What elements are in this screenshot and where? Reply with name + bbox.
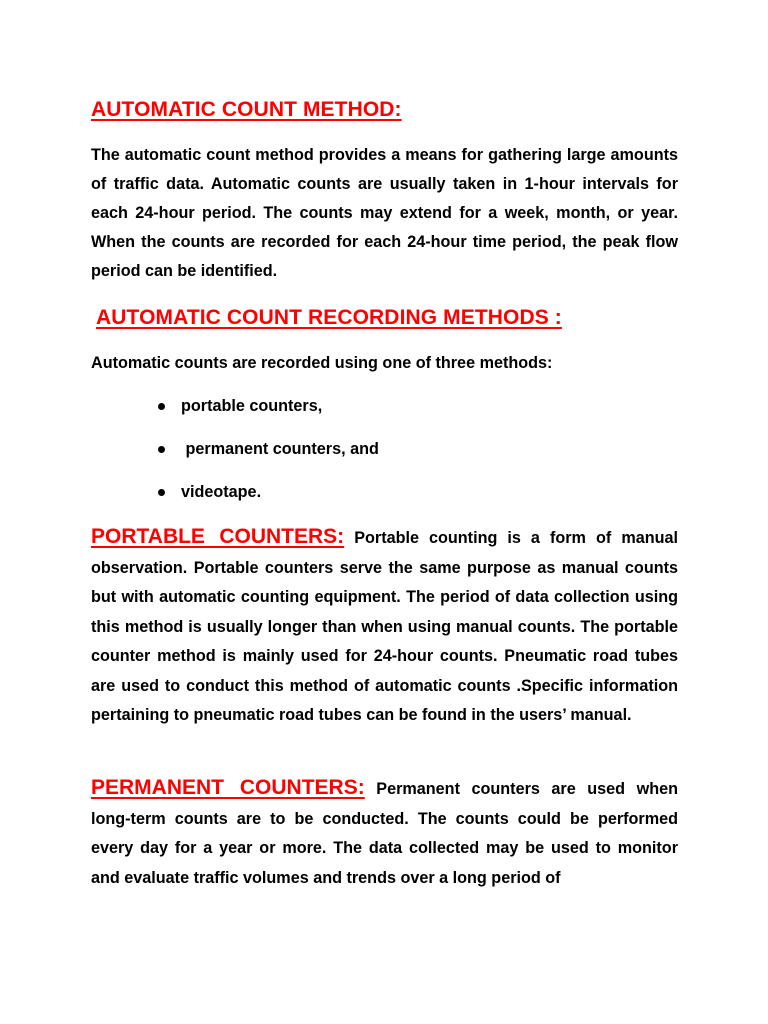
heading-permanent-counters: PERMANENT COUNTERS: <box>91 776 365 799</box>
portable-counters-text: Portable counting is a form of manual observation. Portable counters serve the same purpose as manual counts but with automatic counting equipment. The period of data collection using this method is usually longer than when using manual counts. The portable counter method is mainly used for 24-hour counts. Pneumatic road tubes are used to conduct this method of automatic counts .Specific information pertaining to pneumatic road tubes can be found in the users’ manual. <box>91 529 678 724</box>
list-item-text: portable counters, <box>181 397 323 415</box>
bullet-icon <box>158 446 165 453</box>
paragraph-recording-methods-intro: Automatic counts are recorded using one of three methods: <box>91 354 553 372</box>
bullet-icon <box>158 403 165 410</box>
bullet-icon <box>158 489 165 496</box>
heading-portable-counters: PORTABLE COUNTERS: <box>91 525 345 548</box>
list-item <box>91 478 379 521</box>
methods-list <box>91 392 379 521</box>
section-portable-counters <box>91 522 678 731</box>
list-item-text: videotape. <box>181 483 262 501</box>
list-item-text: permanent counters, and <box>181 440 379 458</box>
permanent-counters-text: Permanent counters are used when long-term counts are to be conducted. The counts could be performed every day for a year or more. The data collected may be used to monitor and evaluate traffic volumes and trends over a long period of <box>91 780 678 887</box>
heading-recording-methods: AUTOMATIC COUNT RECORDING METHODS : <box>96 306 562 329</box>
heading-automatic-count-method: AUTOMATIC COUNT METHOD: <box>91 98 402 121</box>
paragraph-automatic-count-method: The automatic count method provides a means for gathering large amounts of traffic data. Automatic counts are usually taken in 1-hour intervals for each 24-hour period. The counts may extend for a week, month, or year. When the counts are recorded for each 24-hour time period, the peak flow period can be identified. <box>91 146 678 280</box>
list-item <box>91 392 379 435</box>
section-permanent-counters <box>91 773 678 893</box>
list-item <box>91 435 379 478</box>
